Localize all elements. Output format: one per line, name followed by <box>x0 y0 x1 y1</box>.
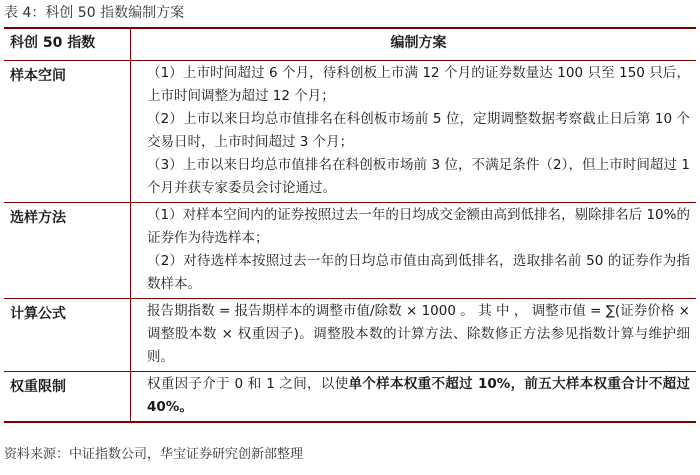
row-content-formula <box>131 299 696 371</box>
sample-space-item-3: （3）上市以来日均总市值排名在科创板市场前 3 位，不满足条件（2），但上市时间超过 1 个月并获专家委员会讨论通过。 <box>147 157 690 196</box>
row-label-sample-space: 样本空间 <box>4 61 131 202</box>
selection-item-2: （2）对待选样本按照过去一年的日均总市值由高到低排名，选取排名前 50 的证券作为指数样本。 <box>147 253 690 292</box>
weight-limit-text <box>147 373 690 419</box>
table-row-weight-limit <box>4 371 696 421</box>
row-content-sample-space <box>131 61 696 202</box>
weight-limit-plain: 权重因子介于 0 和 1 之间，以使 <box>147 376 349 392</box>
index-scheme-table <box>4 27 696 423</box>
row-content-weight-limit <box>131 372 696 421</box>
source-note: 资料来源：中证指数公司，华宝证券研究创新部整理 <box>4 447 304 462</box>
row-label-weight-limit: 权重限制 <box>4 372 131 421</box>
table-row-selection-method <box>4 202 696 298</box>
row-content-selection-method <box>131 203 696 298</box>
table-row-formula <box>4 298 696 371</box>
weight-limit-bold: 单个样本权重不超过 10%，前五大样本权重合计不超过 40%。 <box>147 376 690 415</box>
row-label-formula: 计算公式 <box>4 299 131 371</box>
table-row-sample-space <box>4 61 696 202</box>
selection-item-1: （1）对样本空间内的证券按照过去一年的日均成交金额由高到低排名，剔除排名后 10%的证券作为待选样本； <box>147 207 690 246</box>
table-caption: 表 4：科创 50 指数编制方案 <box>4 5 185 21</box>
table-header-row <box>4 29 696 61</box>
header-index-name: 科创 50 指数 <box>4 29 131 60</box>
formula-text: 报告期指数 = 报告期样本的调整市值/除数 × 1000 。 其 中 ， 调整市值 = ∑(证券价格 × 调整股本数 × 权重因子)。调整股本数的计算方法、除数修正方法参见指数计算与维护细则。 <box>147 303 690 365</box>
row-label-selection-method: 选样方法 <box>4 203 131 298</box>
sample-space-item-2: （2）上市以来日均总市值排名在科创板市场前 5 位，定期调整数据考察截止日后第 10 个交易日时，上市时间超过 3 个月； <box>147 111 690 150</box>
sample-space-item-1: （1）上市时间超过 6 个月，待科创板上市满 12 个月的证券数量达 100 只至 150 只后，上市时间调整为超过 12 个月； <box>147 65 690 104</box>
header-scheme: 编制方案 <box>390 35 447 51</box>
